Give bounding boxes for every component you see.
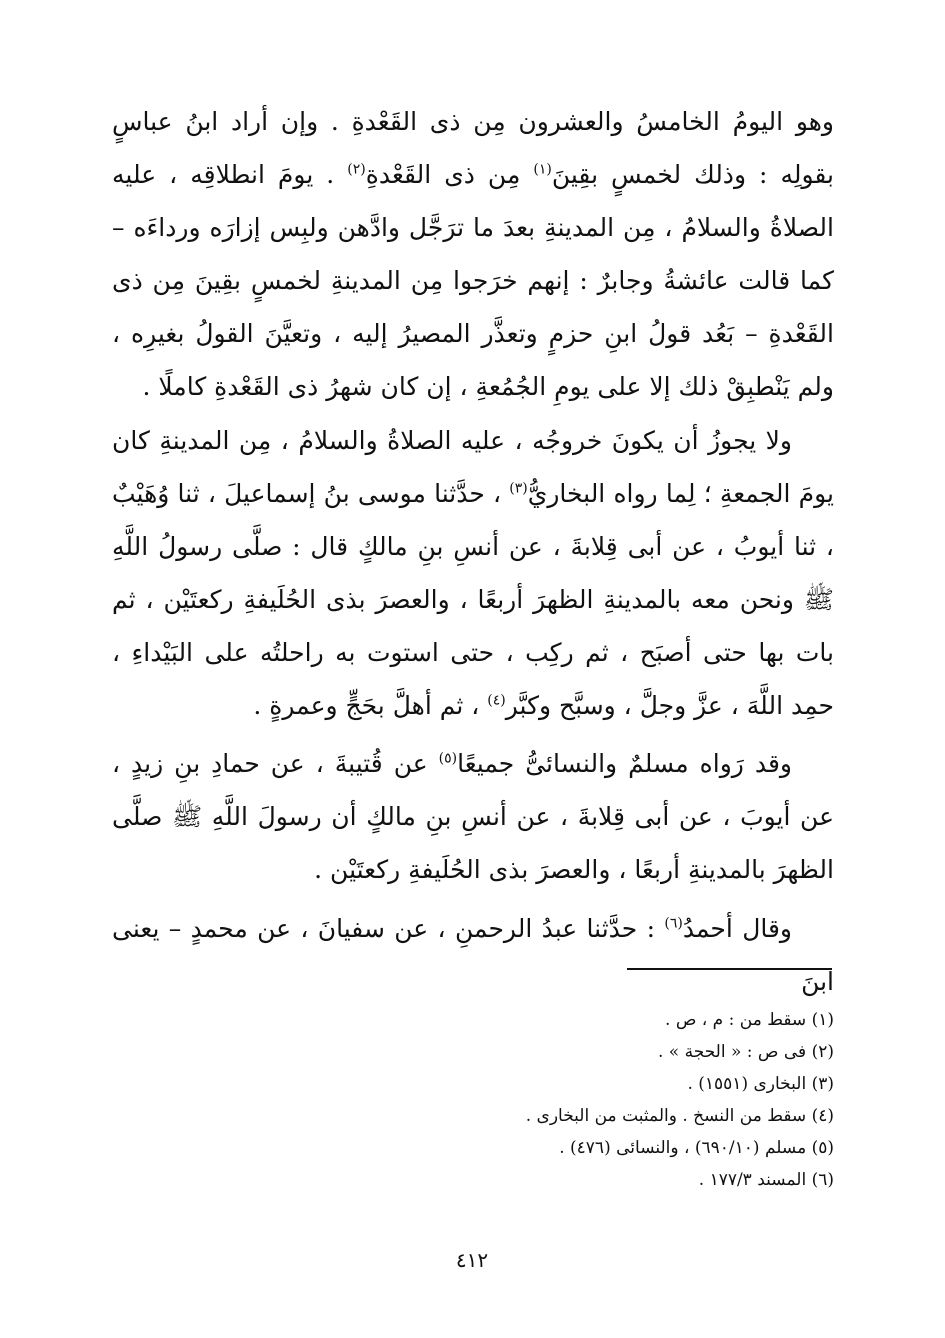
footnote-2: (٢) فى ص : « الحجة » .	[658, 1042, 834, 1062]
footnote-ref-3: (٣)	[509, 480, 528, 497]
paragraph-1	[112, 95, 834, 413]
footnote-5: (٥) مسلم (٦٩٠/١٠) ، والنسائى (٤٧٦) .	[559, 1138, 834, 1158]
footnote-ref-1: (١)	[533, 161, 552, 178]
footnote-ref-2: (٢)	[347, 161, 366, 178]
paragraph-1-text-b: مِن ذى القَعْدةِ	[365, 160, 534, 189]
paragraph-1-text-a: وهو اليومُ الخامسُ والعشرون مِن ذى القَعْدةِ . وإن أراد ابنُ عباسٍ بقولِه : وذلك لخمسٍ بقِينَ	[112, 107, 834, 189]
footnote-3: (٣) البخارى (١٥٥١) .	[687, 1074, 834, 1094]
paragraph-2-text-b: ، حدَّثنا موسى بنُ إسماعيلَ ، ثنا وُهَيْبٌ ، ثنا أيوبُ ، عن أبى قِلابةَ ، عن أنسِ بنِ مالكٍ قال : صلَّى رسولُ اللَّهِ ﷺ ونحن معه بالمدينةِ الظهرَ أربعًا ، والعصرَ بذى الحُلَيفةِ ركعتَيْن ، ثم بات بها حتى أصبَح ، ثم ركِب ، حتى استوت به راحلتُه على البَيْداءِ ، حمِد اللَّهَ ، عزَّ وجلَّ ، وسبَّح وكبَّر	[112, 479, 834, 720]
paragraph-2-text-a: ولا يجوزُ أن يكونَ خروجُه ، عليه الصلاةُ والسلامُ ، مِن المدينةِ كان يومَ الجمعةِ ؛ لِما رواه البخاريُّ	[112, 426, 835, 508]
paragraph-2-text-c: ، ثم أهلَّ بحَجٍّ وعمرةٍ .	[253, 691, 488, 720]
paragraph-4	[112, 902, 834, 1008]
paragraph-1-text-c: . يومَ انطلاقِه ، عليه الصلاةُ والسلامُ ، مِن المدينةِ بعدَ ما ترَجَّل وادَّهن ولبِس إزارَه ورداءَه – كما قالت عائشةُ وجابرٌ : إنهم خرَجوا مِن المدينةِ لخمسٍ بقِينَ مِن ذى القَعْدةِ – بَعُد قولُ ابنِ حزمٍ وتعذَّر المصيرُ إليه ، وتعيَّنَ القولُ بغيرِه ، ولم يَنْطبِقْ ذلك إلا على يومِ الجُمُعةِ ، إن كان شهرُ ذى القَعْدةِ كاملًا .	[112, 160, 834, 401]
footnote-4: (٤) سقط من النسخ . والمثبت من البخارى .	[525, 1106, 834, 1126]
footnote-separator	[627, 968, 832, 970]
footnote-1: (١) سقط من : م ، ص .	[665, 1010, 834, 1030]
paragraph-3	[112, 737, 834, 896]
footnotes	[300, 1004, 834, 1196]
footnote-ref-5: (٥)	[438, 750, 458, 767]
footnote-ref-4: (٤)	[487, 692, 506, 709]
footnote-ref-6: (٦)	[664, 915, 683, 932]
paragraph-2	[112, 414, 834, 732]
paragraph-3-text-b: عن قُتيبةَ ، عن حمادِ بنِ زيدٍ ، عن أيوبَ ، عن أبى قِلابةَ ، عن أنسِ بنِ مالكٍ أن رسولَ اللَّهِ ﷺ صلَّى الظهرَ بالمدينةِ أربعًا ، والعصرَ بذى الحُلَيفةِ ركعتَيْن .	[112, 749, 834, 884]
footnote-6: (٦) المسند ١٧٧/٣ .	[698, 1170, 834, 1190]
paragraph-3-text-a: وقد رَواه مسلمٌ والنسائىُّ جميعًا	[457, 749, 792, 778]
paragraph-4-text-a: وقال أحمدُ	[682, 914, 792, 943]
paragraph-4-text-b: : حدَّثنا عبدُ الرحمنِ ، عن سفيانَ ، عن محمدٍ – يعنى ابنَ	[112, 914, 834, 996]
page-number: ٤١٢	[455, 1248, 489, 1272]
